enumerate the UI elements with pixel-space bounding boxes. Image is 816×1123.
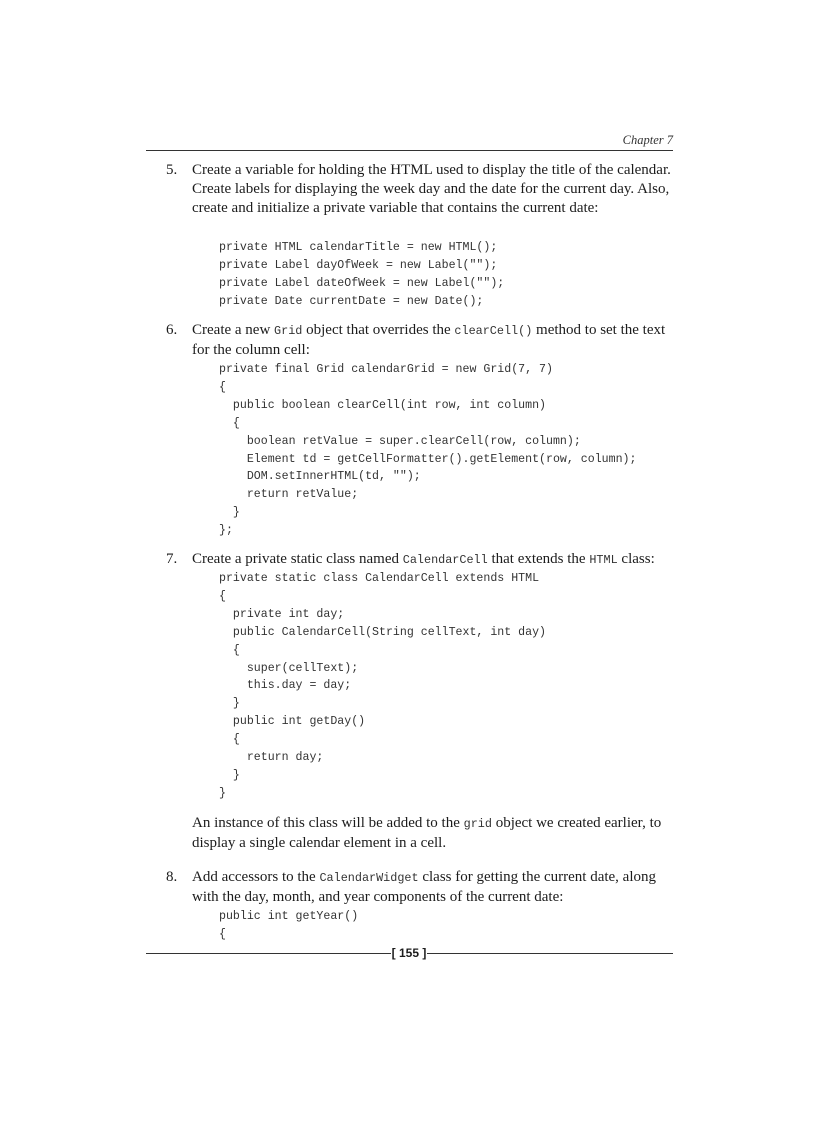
step-number: 5. — [166, 162, 178, 178]
footer-rule-left — [146, 953, 391, 954]
code-line: super(cellText); — [219, 661, 359, 675]
code-line: boolean retValue = super.clearCell(row, column); — [219, 434, 581, 448]
code-line: } — [219, 786, 226, 800]
inline-code: CalendarWidget — [319, 871, 419, 885]
code-line: public int getYear() — [219, 910, 359, 923]
inline-code: Grid — [274, 324, 303, 338]
step-7 — [146, 550, 673, 570]
code-block-step-8 — [219, 908, 358, 944]
step-number: 7. — [166, 551, 178, 567]
step-text: Add accessors to the CalendarWidget class for getting the current date, along with the day, month, and year components of the current date: — [192, 869, 657, 906]
code-line: private static class CalendarCell extends HTML — [219, 572, 540, 585]
header-rule — [146, 150, 673, 151]
code-line: public int getDay() — [219, 715, 366, 729]
page-footer — [146, 944, 673, 964]
code-line: { — [219, 589, 226, 603]
code-line: private Label dayOfWeek = new Label(""); — [219, 258, 498, 272]
code-line: { — [219, 733, 240, 747]
code-line: return day; — [219, 751, 324, 765]
code-line: DOM.setInnerHTML(td, ""); — [219, 470, 421, 484]
code-block-step-6 — [219, 361, 636, 540]
code-line: { — [219, 416, 240, 430]
step-6 — [146, 321, 673, 361]
code-line: }; — [219, 524, 233, 538]
code-line: private Date currentDate = new Date(); — [219, 294, 484, 308]
inline-code: clearCell() — [454, 324, 533, 338]
code-line: public CalendarCell(String cellText, int day) — [219, 625, 546, 639]
code-block-step-5 — [219, 239, 504, 311]
step-text: Create a private static class named CalendarCell that extends the HTML class: — [192, 551, 655, 567]
code-line: this.day = day; — [219, 679, 352, 693]
inline-code: HTML — [589, 553, 618, 567]
code-line: { — [219, 927, 226, 941]
code-line: private final Grid calendarGrid = new Grid(7, 7) — [219, 363, 553, 376]
code-block-step-7 — [219, 570, 546, 803]
code-line: return retValue; — [219, 488, 359, 502]
note-paragraph: An instance of this class will be added to the grid object we created earlier, to display a single calendar element in a cell. — [192, 815, 662, 852]
code-line: private int day; — [219, 607, 345, 621]
step-5 — [146, 161, 673, 241]
step-number: 6. — [166, 322, 178, 338]
code-line: Element td = getCellFormatter().getElement(row, column); — [219, 452, 637, 466]
step-8 — [146, 868, 673, 908]
code-line: { — [219, 643, 240, 657]
step-text: Create a variable for holding the HTML used to display the title of the calendar. Create labels for displaying the week day and the date for the current day. Also, create and initialize a private variable that contains the current date: — [192, 162, 671, 217]
code-line: } — [219, 506, 240, 520]
code-line: private HTML calendarTitle = new HTML(); — [219, 241, 498, 254]
step-number: 8. — [166, 869, 178, 885]
code-line: private Label dateOfWeek = new Label(""); — [219, 276, 505, 290]
code-line: } — [219, 697, 240, 711]
running-header-chapter: Chapter 7 — [622, 133, 673, 147]
page-number: [ 155 ] — [391, 946, 427, 960]
code-line: { — [219, 380, 226, 394]
footer-rule-right — [427, 953, 673, 954]
step-text: Create a new Grid object that overrides the clearCell() method to set the text for the column cell: — [192, 322, 666, 359]
code-line: } — [219, 768, 240, 782]
inline-code: grid — [463, 817, 492, 831]
inline-code: CalendarCell — [402, 553, 488, 567]
code-line: public boolean clearCell(int row, int column) — [219, 398, 546, 412]
